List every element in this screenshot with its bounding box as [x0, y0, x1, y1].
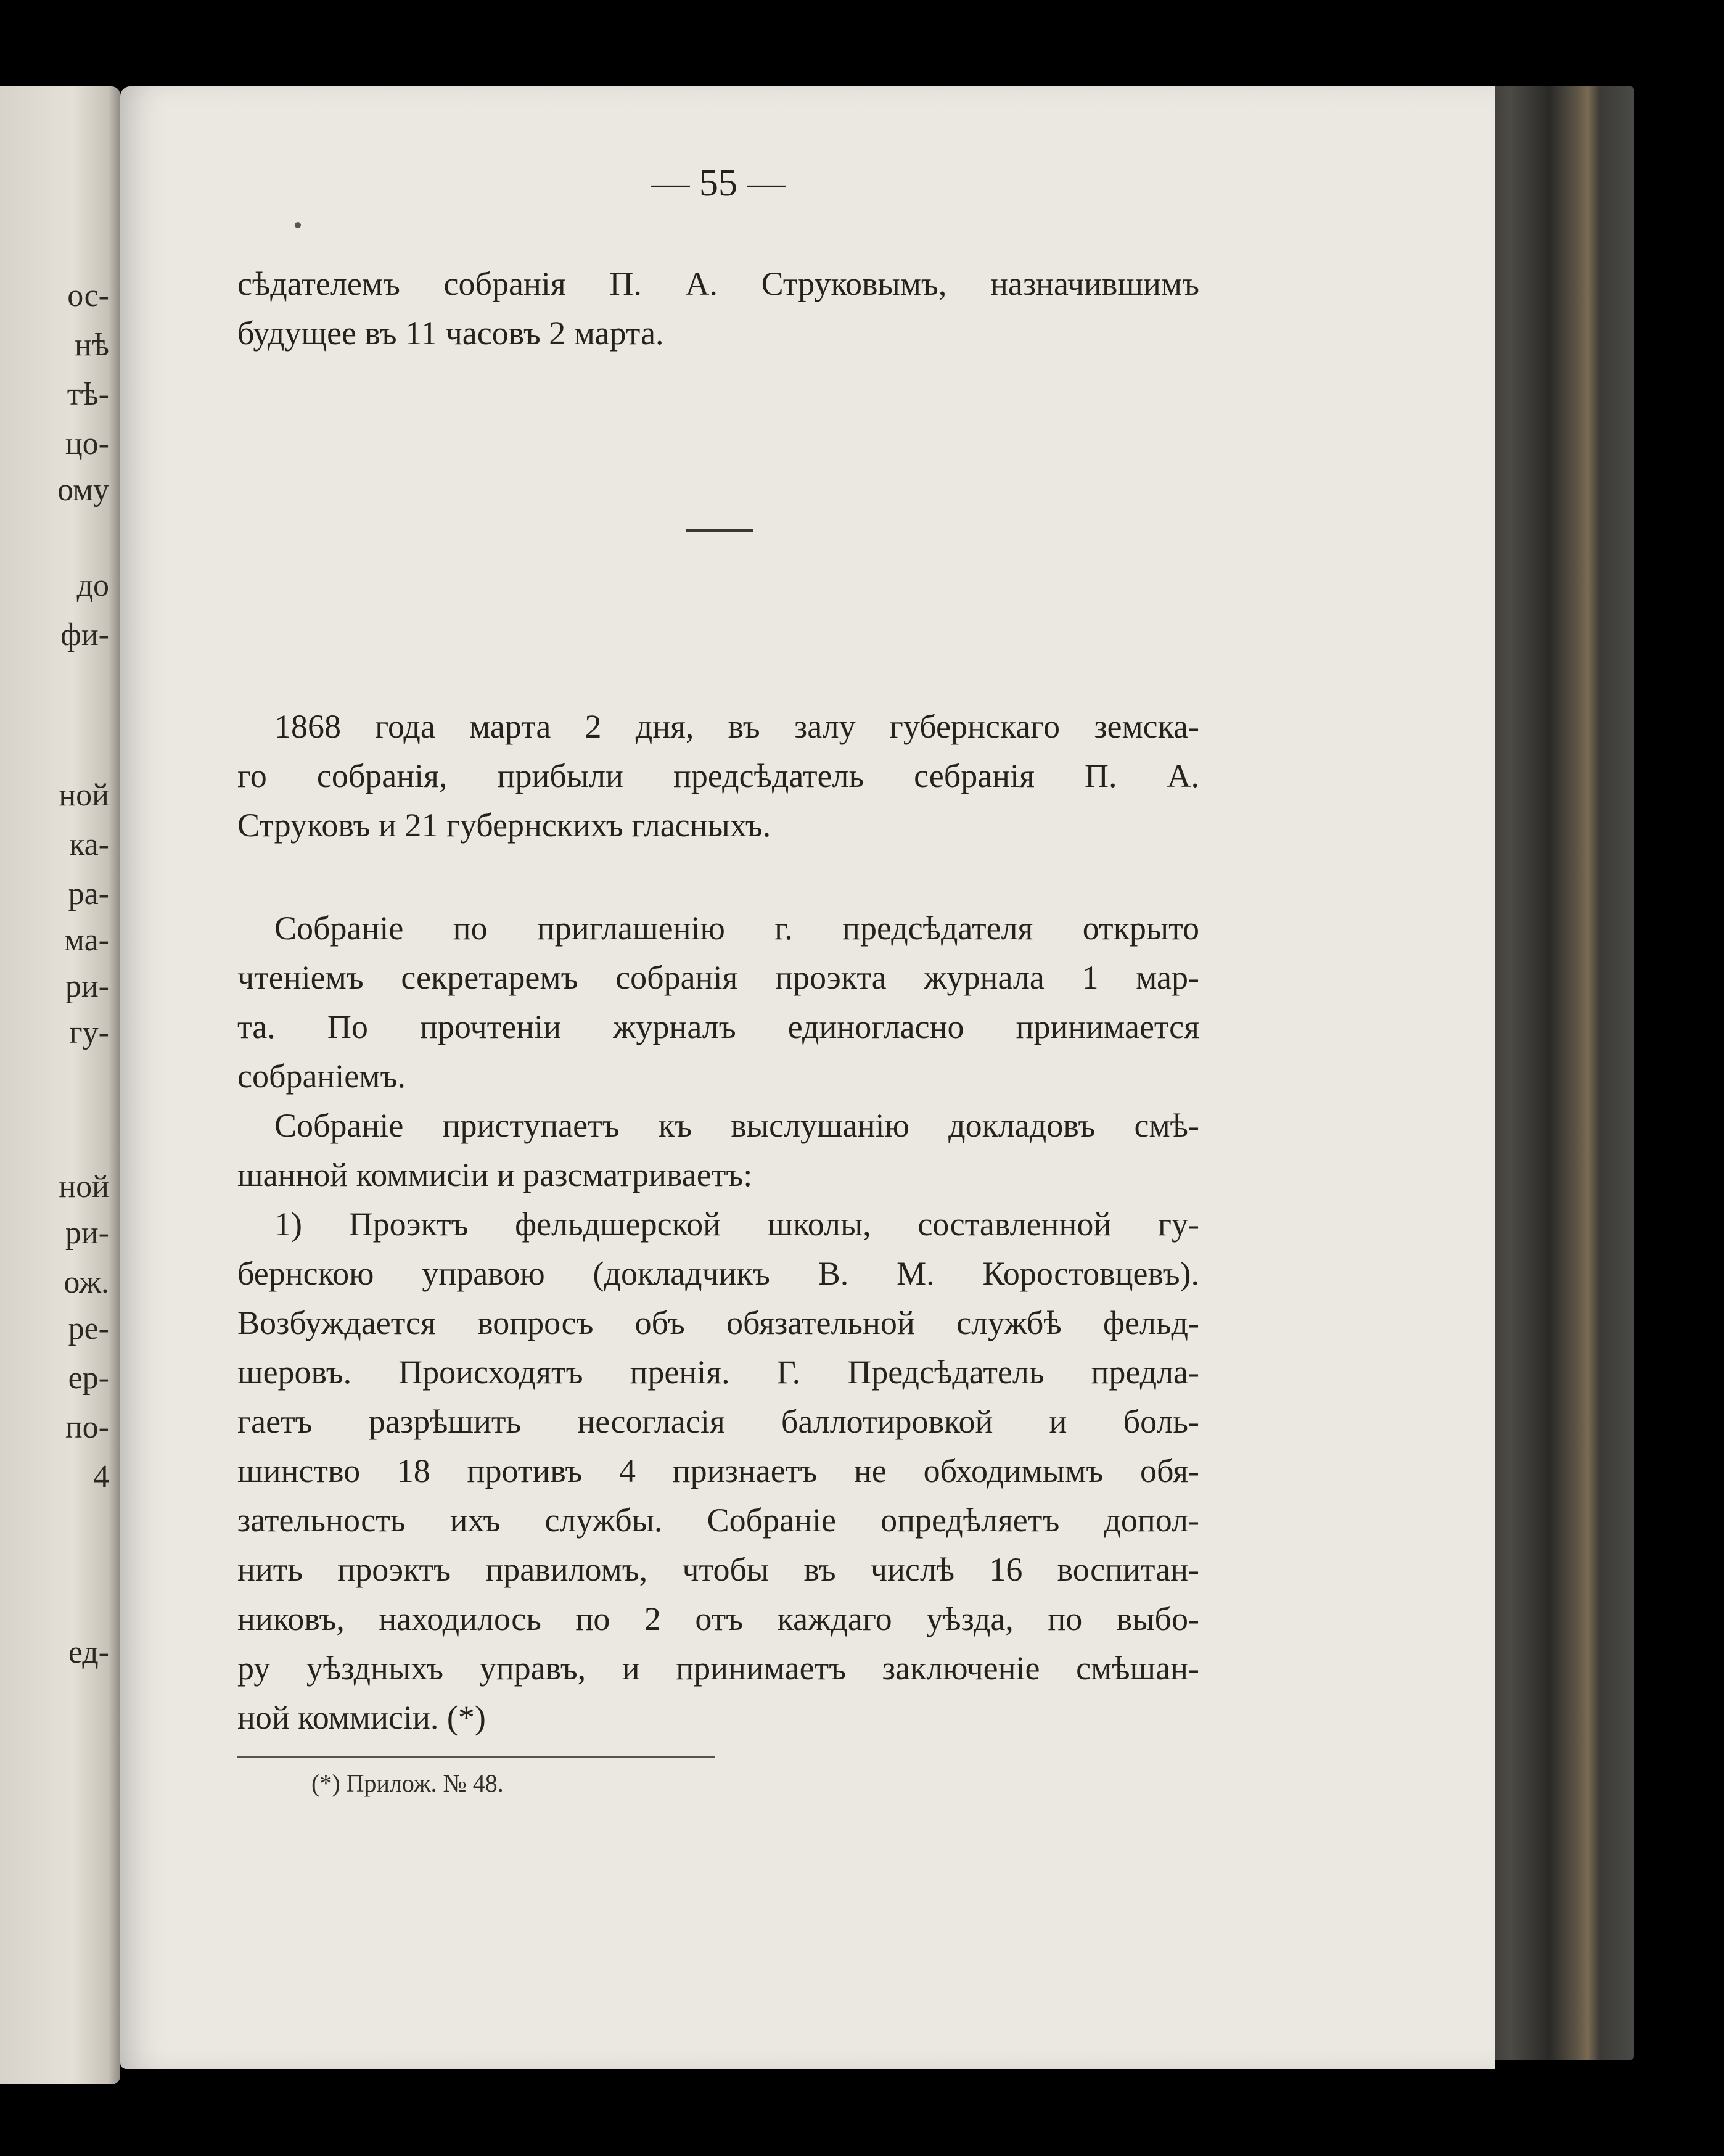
text-line: Собраніе приступаетъ къ выслушанію докладовъ смѣ-: [274, 1107, 1199, 1144]
left-page-fragment: ма-: [64, 923, 109, 958]
left-page-fragment: фи-: [60, 617, 109, 652]
left-page-fragment: ной: [59, 778, 109, 813]
left-page-fragment: 4: [93, 1459, 109, 1494]
continuation-text: [237, 259, 1199, 358]
session-heading: [237, 702, 1199, 850]
left-page-fragment: до: [76, 568, 109, 603]
text-line: го собранія, прибыли предсѣдатель себранія П. А.: [237, 757, 1199, 794]
left-page-fragment: гу-: [69, 1015, 109, 1050]
text-line: шанной коммисіи и разсматриваетъ:: [237, 1156, 753, 1193]
left-page-fragment: ос-: [67, 278, 109, 313]
paragraph-feldsher-school: [237, 1199, 1199, 1742]
text-line: нить проэктъ правиломъ, чтобы въ числѣ 16 воспитан-: [237, 1551, 1199, 1588]
text-line: ной коммисіи. (*): [237, 1699, 486, 1736]
text-line: зательность ихъ службы. Собраніе опредѣляетъ допол-: [237, 1502, 1199, 1539]
text-line: Собраніе по приглашенію г. предсѣдателя открыто: [274, 910, 1199, 947]
left-page-fragment: ер-: [68, 1360, 109, 1396]
left-page-fragment: ри-: [65, 969, 109, 1004]
left-page-edge: [0, 86, 120, 2084]
text-line: никовъ, находилось по 2 отъ каждаго уѣзда, по выбо-: [237, 1600, 1199, 1637]
page-number: — 55 —: [651, 162, 786, 204]
left-page-fragment: тѣ-: [67, 377, 109, 412]
paragraph-commission: [237, 1101, 1199, 1199]
text-line: шеровъ. Происходятъ пренія. Г. Предсѣдатель предла-: [237, 1354, 1199, 1391]
text-line: будущее въ 11 часовъ 2 марта.: [237, 315, 664, 352]
left-page-fragment: ка-: [69, 827, 109, 862]
left-page-fragment: ной: [59, 1169, 109, 1204]
left-page-fragment: ож.: [64, 1265, 109, 1300]
left-page-fragment: по-: [65, 1410, 109, 1445]
text-line: собраніемъ.: [237, 1058, 406, 1095]
text-line: та. По прочтеніи журналъ единогласно принимается: [237, 1008, 1199, 1045]
left-page-fragment: цо-: [65, 426, 109, 461]
left-page-fragment: ому: [57, 472, 109, 508]
text-line: 1) Проэктъ фельдшерской школы, составленной гу-: [274, 1206, 1199, 1243]
footnote-rule: [237, 1756, 715, 1758]
ink-speck: [295, 222, 301, 228]
left-page-fragment: ед-: [68, 1635, 109, 1670]
left-page-fragment: нѣ: [74, 327, 109, 363]
text-line: Струковъ и 21 губернскихъ гласныхъ.: [237, 807, 771, 844]
section-divider: [686, 529, 753, 532]
text-line: бернскою управою (докладчикъ В. М. Коростовцевъ).: [237, 1255, 1199, 1292]
text-line: гаетъ разрѣшить несогласія баллотировкой и боль-: [237, 1403, 1199, 1440]
left-page-fragment: ри-: [65, 1216, 109, 1251]
left-page-fragment: ра-: [68, 876, 109, 911]
text-line: чтеніемъ секретаремъ собранія проэкта журнала 1 мар-: [237, 959, 1199, 996]
text-line: ру уѣздныхъ управъ, и принимаетъ заключеніе смѣшан-: [237, 1650, 1199, 1687]
text-line: Возбуждается вопросъ объ обязательной службѣ фельд-: [237, 1304, 1199, 1341]
text-line: шинство 18 противъ 4 признаетъ не обходимымъ обя-: [237, 1452, 1199, 1489]
paragraph-journal: [237, 903, 1199, 1101]
left-page-fragment: ре-: [68, 1311, 109, 1346]
footnote: (*) Прилож. № 48.: [311, 1769, 504, 1797]
text-line: 1868 года марта 2 дня, въ залу губернскаго земска-: [274, 708, 1199, 745]
text-line: сѣдателемъ собранія П. А. Струковымъ, назначившимъ: [237, 265, 1199, 302]
book-page-stack-edge: [1480, 86, 1634, 2060]
